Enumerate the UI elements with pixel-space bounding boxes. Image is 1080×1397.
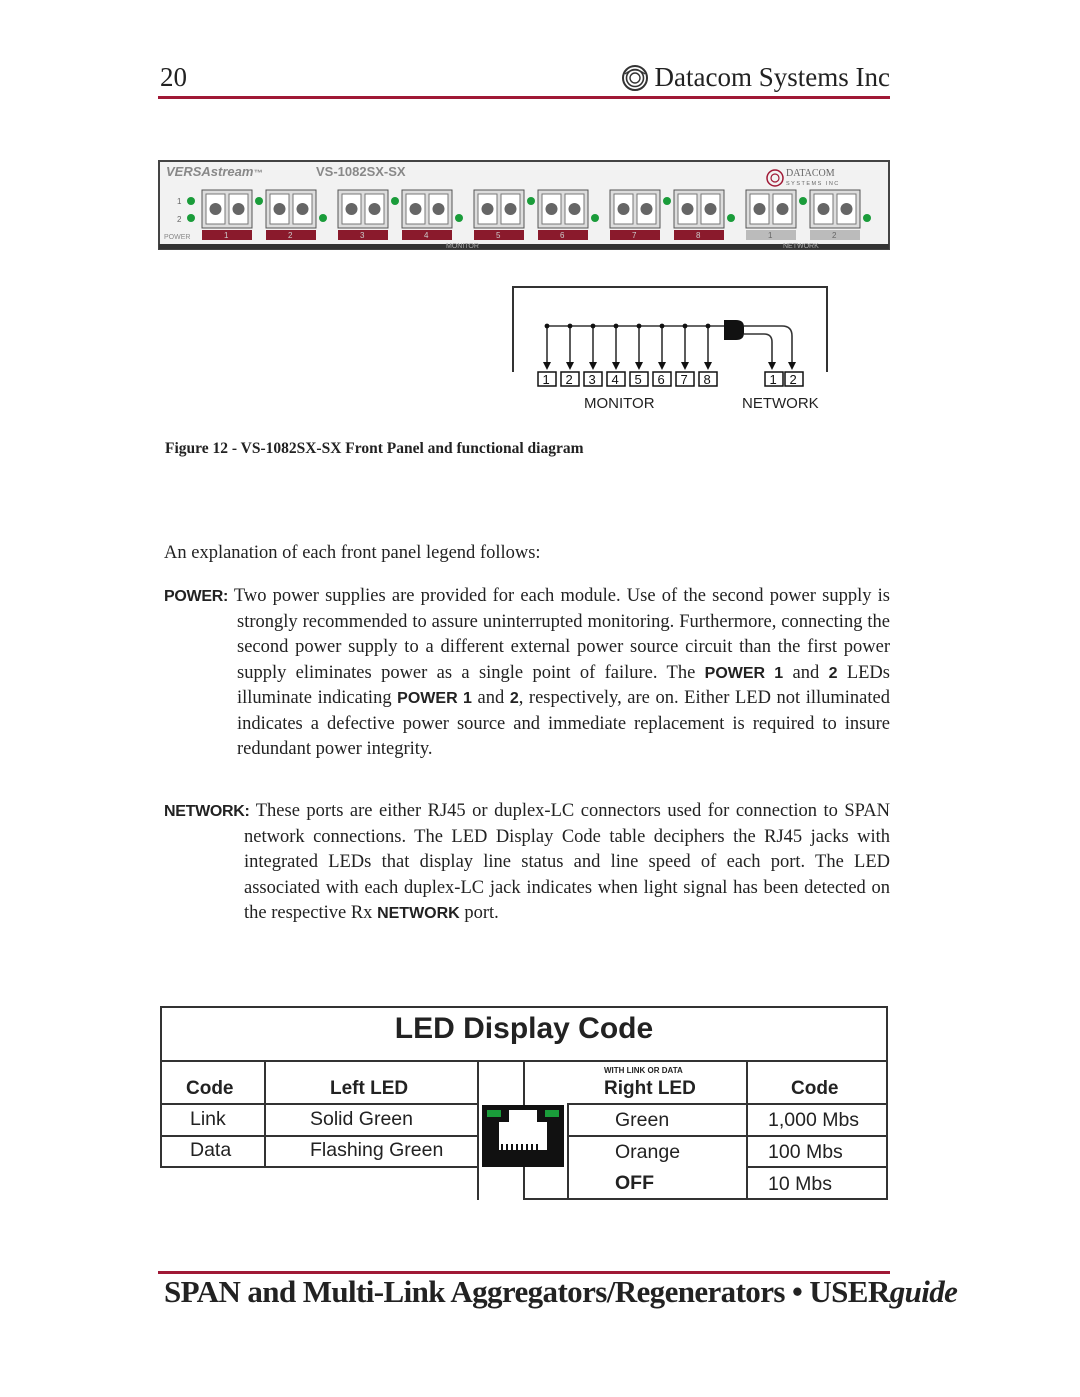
- power-entry: POWER: Two power supplies are provided for each module. Use of the second power supply is strongly recommended to assure uninterrupted monitoring. Furthermore, connecting the second power supply to a different external power source circuit than the first power supply eliminates power as a single point of failure. The POWER 1 and 2 LEDs illuminate indicating POWER 1 and 2, respectively, are on. Either LED not illuminated indicates a defective power source and immediate replacement is required to insure redundant power integrity.: [164, 586, 890, 759]
- panel-monitor-port-number: 7: [632, 231, 637, 240]
- svg-text:DATACOM: DATACOM: [786, 168, 835, 179]
- diagram-monitor-box: [676, 372, 694, 387]
- right-row-3-led: OFF: [615, 1172, 654, 1194]
- panel-port-led: [527, 197, 535, 205]
- diagram-network-box: [765, 372, 783, 387]
- with-link-note: WITH LINK OR DATA: [604, 1066, 683, 1075]
- functional-diagram: [512, 286, 828, 416]
- network-term: NETWORK:: [164, 803, 250, 820]
- panel-power-label: POWER: [164, 234, 191, 241]
- panel-monitor-port-number: 4: [424, 231, 429, 240]
- panel-monitor-port-number: 1: [224, 231, 229, 240]
- panel-monitor-port: [474, 190, 524, 228]
- panel-led-1-label: 1: [177, 197, 182, 206]
- panel-port-led: [455, 214, 463, 222]
- diagram-monitor-box: [584, 372, 602, 387]
- rj45-jack-icon: [481, 1104, 565, 1168]
- panel-monitor-port-number: 2: [288, 231, 293, 240]
- right-row-3-code: 10 Mbs: [768, 1173, 832, 1195]
- diagram-network-label: NETWORK: [742, 395, 819, 412]
- figure-caption: Figure 12 - VS-1082SX-SX Front Panel and functional diagram: [165, 440, 584, 457]
- diagram-monitor-box: [653, 372, 671, 387]
- panel-monitor-port: [266, 190, 316, 228]
- panel-monitor-port: [610, 190, 660, 228]
- svg-text:SYSTEMS INC: SYSTEMS INC: [786, 181, 840, 187]
- svg-text:1: 1: [542, 372, 550, 387]
- panel-led-2-label: 2: [177, 215, 182, 224]
- left-row-1-code: Link: [190, 1108, 226, 1130]
- left-row-2-code: Data: [190, 1139, 232, 1161]
- panel-port-led: [663, 197, 671, 205]
- panel-monitor-label: MONITOR: [446, 243, 479, 250]
- diagram-network-box: [785, 372, 803, 387]
- svg-text:5: 5: [634, 372, 642, 387]
- diagram-monitor-box: [561, 372, 579, 387]
- panel-port-led: [319, 214, 327, 222]
- panel-network-port-number: 1: [768, 231, 773, 240]
- left-row-2-led: Flashing Green: [310, 1139, 444, 1161]
- code-left-header: Code: [186, 1078, 234, 1099]
- panel-monitor-port-number: 8: [696, 231, 701, 240]
- panel-monitor-port: [674, 190, 724, 228]
- diagram-monitor-box: [538, 372, 556, 387]
- panel-port-led: [727, 214, 735, 222]
- diagram-monitor-label: MONITOR: [584, 395, 655, 412]
- svg-text:7: 7: [680, 372, 688, 387]
- panel-network-port-number: 2: [832, 231, 837, 240]
- svg-text:4: 4: [611, 372, 619, 387]
- right-row-2-led: Orange: [615, 1141, 681, 1163]
- company-header: [621, 62, 890, 93]
- code-right-header: Code: [791, 1078, 839, 1099]
- page-number: 20: [160, 62, 187, 92]
- company-name: Datacom Systems Inc: [654, 62, 890, 92]
- diagram-monitor-box: [607, 372, 625, 387]
- right-row-2-code: 100 Mbs: [768, 1141, 843, 1163]
- panel-model: VS-1082SX-SX: [316, 164, 406, 179]
- right-led-header: Right LED: [604, 1078, 696, 1099]
- front-panel-figure: [158, 160, 890, 250]
- led-table-title: LED Display Code: [394, 1012, 654, 1045]
- diagram-monitor-box: [630, 372, 648, 387]
- panel-port-led: [863, 214, 871, 222]
- svg-text:1: 1: [769, 372, 777, 387]
- panel-port-led: [591, 214, 599, 222]
- power-term: POWER:: [164, 588, 228, 605]
- right-row-1-code: 1,000 Mbs: [768, 1109, 860, 1131]
- datacom-logo-icon: [621, 64, 649, 92]
- header-rule: [158, 96, 890, 99]
- panel-monitor-port-number: 6: [560, 231, 565, 240]
- panel-port-led: [391, 197, 399, 205]
- panel-monitor-port: [538, 190, 588, 228]
- panel-monitor-port: [402, 190, 452, 228]
- panel-port-led: [255, 197, 263, 205]
- svg-text:6: 6: [657, 372, 665, 387]
- panel-brand: VERSAstream™: [166, 164, 263, 179]
- svg-text:3: 3: [588, 372, 596, 387]
- right-row-1-led: Green: [615, 1109, 670, 1131]
- left-row-1-led: Solid Green: [310, 1108, 413, 1130]
- svg-text:8: 8: [703, 372, 711, 387]
- panel-port-led: [799, 197, 807, 205]
- panel-monitor-port: [202, 190, 252, 228]
- network-entry: NETWORK: These ports are either RJ45 or duplex-LC connectors used for connection to SPAN network connections. The LED Display Code table deciphers the RJ45 jacks with integrated LEDs that display line status and line speed of each port. The LED associated with each duplex-LC jack indicates when light signal has been detected on the respective Rx NETWORK port.: [164, 801, 890, 923]
- panel-monitor-port-number: 5: [496, 231, 501, 240]
- svg-text:2: 2: [789, 372, 797, 387]
- panel-monitor-port: [338, 190, 388, 228]
- footer-title: SPAN and Multi-Link Aggregators/Regenerators • USERguide: [164, 1274, 958, 1309]
- svg-text:2: 2: [565, 372, 573, 387]
- left-led-header: Left LED: [330, 1078, 409, 1099]
- diagram-monitor-box: [699, 372, 717, 387]
- panel-network-port: [746, 190, 796, 228]
- panel-monitor-port-number: 3: [360, 231, 365, 240]
- panel-network-port: [810, 190, 860, 228]
- panel-network-label: NETWORK: [783, 243, 819, 250]
- intro-text: An explanation of each front panel legend follows:: [164, 543, 541, 563]
